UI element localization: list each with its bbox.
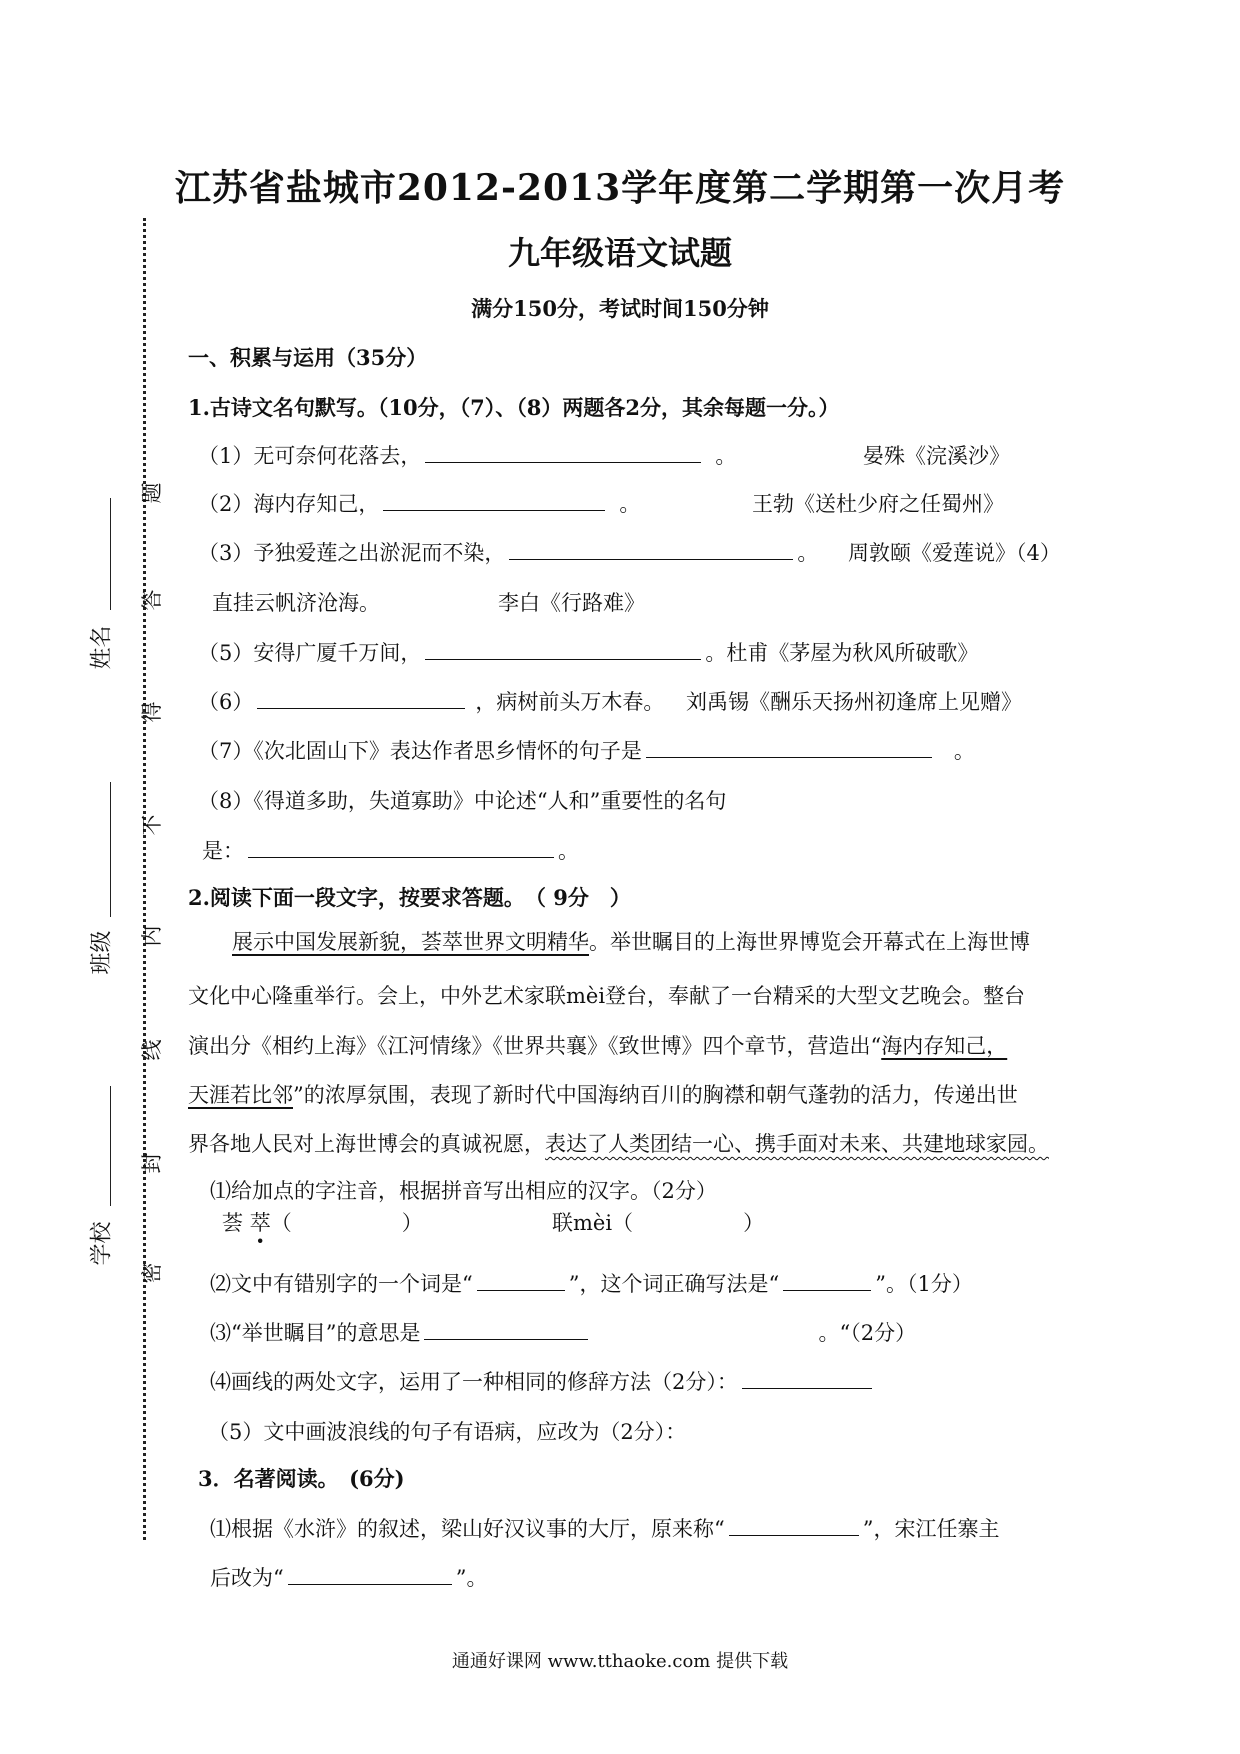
binding-char: 密	[140, 1262, 164, 1284]
passage-line-2: 文化中心隆重举行。会上，中外艺术家联mèi登台，奉献了一台精采的大型文艺晚会。整台	[188, 984, 1026, 1008]
answer-blank[interactable]	[248, 856, 554, 858]
answer-blank[interactable]	[383, 509, 605, 511]
answer-blank[interactable]	[729, 1534, 859, 1536]
answer-blank[interactable]	[646, 756, 932, 758]
binding-char: 得	[140, 701, 164, 723]
passage-line-3: 演出分《相约上海》《江河情缘》《世界共襄》《致世博》四个章节，营造出“海内存知己，	[188, 1034, 1008, 1058]
q1-item-3: （3）予独爱莲之出淤泥而不染， 。	[198, 541, 819, 565]
school-label: 学校	[89, 1221, 115, 1266]
q1-heading: 1.古诗文名句默写。（10分，（7）、（8）两题各2分，其余每题一分。）	[188, 395, 840, 420]
q3-sub1-line2: 后改为“ ”。	[210, 1566, 488, 1590]
class-line	[110, 782, 111, 917]
q1-item-5: （5）安得广厦千万间， 。杜甫《茅屋为秋风所破歌》	[198, 641, 979, 665]
q2-sub3: ⑶“举世瞩目”的意思是 。“（2分）	[210, 1321, 917, 1345]
q2-sub4: ⑷画线的两处文字，运用了一种相同的修辞方法（2分）：	[210, 1366, 876, 1396]
q1-item-2: （2）海内存知己， 。	[198, 492, 641, 516]
q1-item-6: （6） ，病树前头万木春。	[198, 690, 665, 714]
section-heading: 一、积累与运用（35分）	[188, 345, 428, 370]
q2-sub1: ⑴给加点的字注音，根据拼音写出相应的汉字。（2分）	[210, 1179, 717, 1203]
binding-char: 线	[140, 1039, 164, 1061]
q1-item-6-source: 刘禹锡《酬乐天扬州初逢席上见赠》	[686, 690, 1022, 714]
q2-heading: 2.阅读下面一段文字，按要求答题。 （ 9分 ）	[188, 885, 631, 910]
binding-char: 答	[140, 589, 164, 611]
exam-title: 江苏省盐城市2012-2013学年度第二学期第一次月考	[174, 167, 1066, 209]
q2-sub1-pinyin: 联mèi（ ）	[552, 1211, 765, 1235]
passage-line-5: 界各地人民对上海世博会的真诚祝愿，表达了人类团结一心、携手面对未来、共建地球家园。	[188, 1132, 1049, 1156]
school-line	[110, 1086, 111, 1206]
answer-blank[interactable]	[288, 1583, 452, 1585]
exam-subtitle: 九年级语文试题	[507, 234, 732, 272]
name-label: 姓名	[89, 625, 115, 670]
binding-char: 内	[140, 925, 164, 947]
q1-item-4-source: 李白《行路难》	[498, 591, 645, 615]
q1-item-8-answer: 是： 。	[202, 839, 579, 863]
q1-item-4: 直挂云帆济沧海。	[212, 591, 380, 615]
binding-char: 不	[140, 814, 164, 836]
q3-heading: 3．名著阅读。 (6分)	[198, 1466, 405, 1491]
answer-blank[interactable]	[509, 558, 793, 560]
answer-blank[interactable]	[742, 1387, 872, 1389]
q2-sub2: ⑵文中有错别字的一个词是“ ”，这个词正确写法是“ ”。（1分）	[210, 1272, 973, 1296]
q1-item-1: （1）无可奈何花落去， 。	[198, 444, 737, 468]
answer-blank[interactable]	[425, 658, 701, 660]
answer-blank[interactable]	[257, 707, 465, 709]
q2-sub5: （5）文中画波浪线的句子有语病，应改为（2分）：	[208, 1420, 687, 1444]
class-label: 班级	[89, 930, 115, 975]
exam-info: 满分150分，考试时间150分钟	[471, 296, 769, 321]
q1-item-3-source: 周敦颐《爱莲说》（4）	[848, 541, 1061, 565]
answer-blank[interactable]	[424, 1338, 588, 1340]
q1-item-7: （7）《次北固山下》表达作者思乡情怀的句子是 。	[198, 739, 975, 763]
q1-item-8: （8）《得道多助，失道寡助》中论述“人和”重要性的名句	[198, 789, 727, 813]
binding-char: 题	[140, 482, 164, 504]
binding-char: 封	[140, 1152, 164, 1174]
q3-sub1: ⑴根据《水浒》的叙述，梁山好汉议事的大厅，原来称“ ”，宋江任寨主	[210, 1517, 1000, 1541]
q1-item-2-source: 王勃《送杜少府之任蜀州》	[752, 492, 1004, 516]
q2-sub1-chars: 荟 萃（ ）	[222, 1211, 423, 1235]
answer-blank[interactable]	[783, 1289, 871, 1291]
binding-dotted-line	[143, 218, 146, 1540]
footer-credit: 通通好课网 www.tthaoke.com 提供下载	[451, 1651, 789, 1672]
name-line	[110, 498, 111, 610]
answer-blank[interactable]	[425, 461, 701, 463]
passage-line-4: 天涯若比邻”的浓厚氛围，表现了新时代中国海纳百川的胸襟和朝气蓬勃的活力，传递出世	[188, 1083, 1018, 1107]
passage-line-1: 展示中国发展新貌，荟萃世界文明精华。举世瞩目的上海世界博览会开幕式在上海世博	[232, 930, 1030, 954]
answer-blank[interactable]	[477, 1289, 565, 1291]
q1-item-1-source: 晏殊《浣溪沙》	[863, 444, 1010, 468]
